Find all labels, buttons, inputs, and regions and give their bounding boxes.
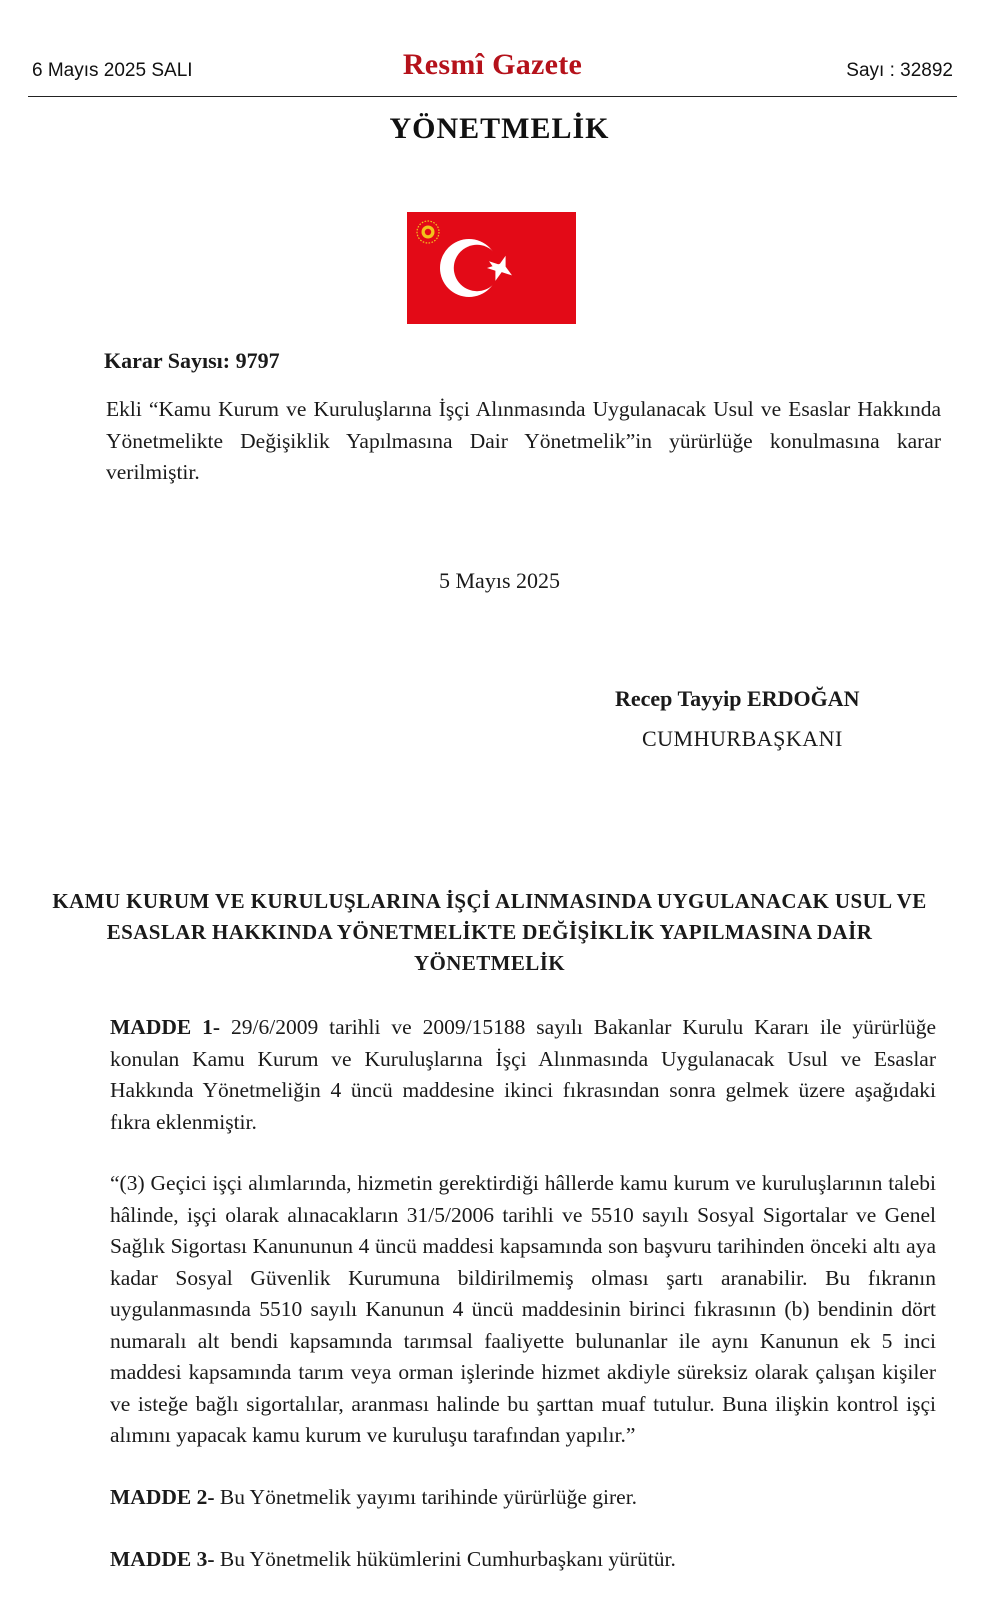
turkish-flag-icon: [407, 212, 576, 324]
section-type-heading: YÖNETMELİK: [389, 112, 610, 145]
article-label: MADDE 3-: [110, 1547, 215, 1571]
decision-paragraph: Ekli “Kamu Kurum ve Kuruluşlarına İşçi Alınmasında Uygulanacak Usul ve Esaslar Hakkında Yönetmelikte Değişiklik Yapılmasına Dair Yönetmelik”in yürürlüğe konulmasına karar verilmiştir.: [106, 397, 941, 484]
article-1-quote: [42, 1168, 936, 1452]
regulation-title: KAMU KURUM VE KURULUŞLARINA İŞÇİ ALINMASINDA UYGULANACAK USUL VE ESASLAR HAKKINDA YÖNETMELİKTE DEĞİŞİKLİK YAPILMASINA DAİR YÖNETMELİK: [52, 889, 927, 975]
gazette-title: Resmî Gazete: [402, 48, 583, 81]
article-label: MADDE 2-: [110, 1485, 215, 1509]
article-text: Bu Yönetmelik hükümlerini Cumhurbaşkanı yürütür.: [219, 1547, 676, 1571]
issue-date: 6 Mayıs 2025 SALI: [32, 60, 193, 81]
article-label: MADDE 1-: [110, 1015, 221, 1039]
article-text: 29/6/2009 tarihli ve 2009/15188 sayılı Bakanlar Kurulu Kararı ile yürürlüğe konulan Kamu Kurum ve Kuruluşlarına İşçi Alınmasında Uygulanacak Usul ve Esaslar Hakkında Yönetmeliğin 4 üncü maddesine ikinci fıkrasından sonra gelmek üzere aşağıdaki fıkra eklenmiştir.: [110, 1015, 937, 1134]
article-1: [42, 1012, 936, 1138]
quoted-paragraph: “(3) Geçici işçi alımlarında, hizmetin gerektirdiği hâllerde kamu kurum ve kuruluşlarının talebi hâlinde, işçi olarak alınacakların 31/5/2006 tarihli ve 5510 sayılı Sosyal Sigortalar ve Genel Sağlık Sigortası Kanununun 4 üncü maddesi kapsamında son başvuru tarihinden önceki altı aya kadar Sosyal Güvenlik Kurumuna bildirilmemiş olması şartı aranabilir. Bu fıkranın uygulanmasında 5510 sayılı Kanunun 4 üncü maddesinin birinci fıkrasının (b) bendinin dört numaralı alt bendi kapsamında tarımsal faaliyette bulunanlar ile aynı Kanunun ek 5 inci maddesi kapsamında tarım veya orman işlerinde hizmet akdiyle süreksiz olarak çalışan kişiler ve isteğe bağlı sigortalılar, aranması halinde bu şarttan muaf tutulur. Buna ilişkin kontrol işçi alımını yapacak kamu kurum ve kuruluşu tarafından yapılır.”: [110, 1171, 936, 1447]
article-3-paragraph: [42, 1544, 936, 1576]
decision-text: [38, 394, 941, 489]
article-2: [42, 1482, 936, 1514]
article-1-paragraph: [42, 1012, 936, 1138]
article-text: Bu Yönetmelik yayımı tarihinde yürürlüğe girer.: [219, 1485, 638, 1509]
decision-date: 5 Mayıs 2025: [439, 568, 560, 593]
signatory-title: CUMHURBAŞKANI: [642, 726, 843, 751]
decision-number: Karar Sayısı: 9797: [104, 348, 280, 373]
issue-number: Sayı : 32892: [846, 60, 953, 81]
article-2-paragraph: [42, 1482, 936, 1514]
article-3: [42, 1544, 936, 1576]
gazette-header: [28, 50, 957, 97]
signatory-name: Recep Tayyip ERDOĞAN: [615, 686, 860, 711]
